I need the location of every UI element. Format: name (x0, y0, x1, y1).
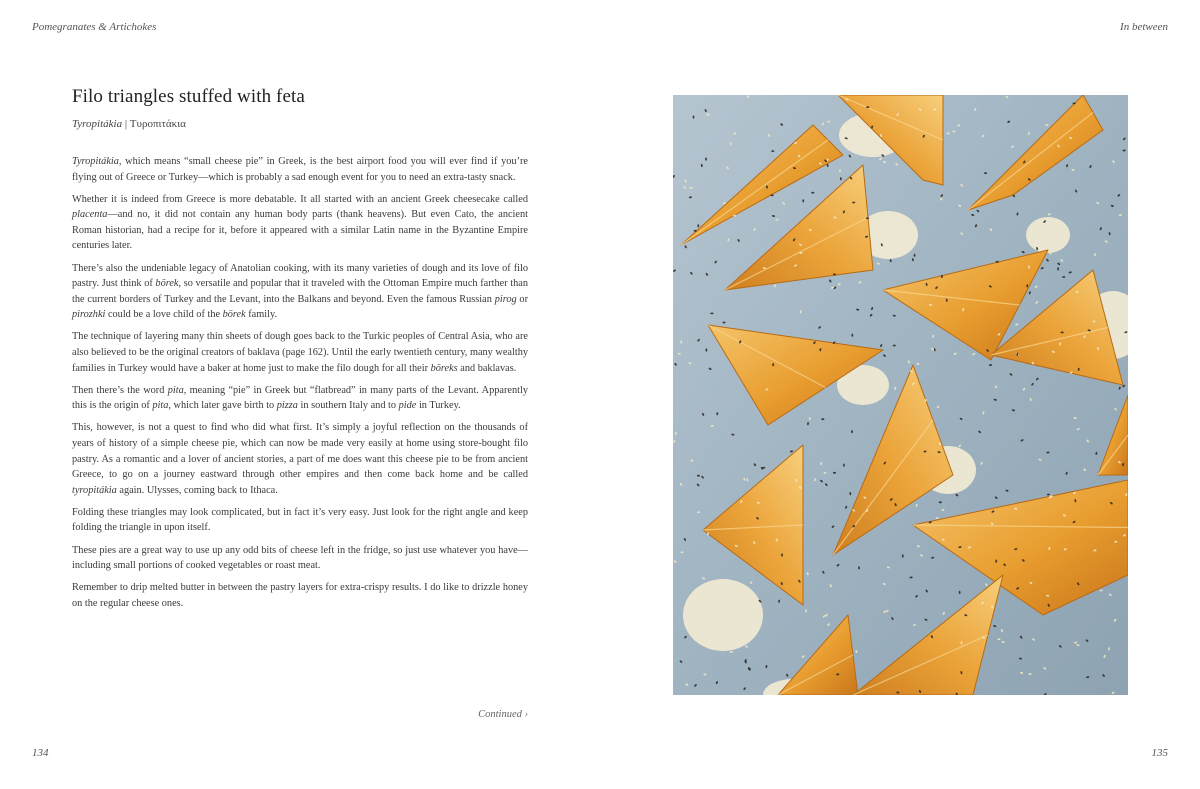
subtitle-greek: | Τυροπιτάκια (122, 118, 186, 130)
recipe-subtitle (72, 118, 528, 130)
food-photo (673, 95, 1128, 695)
text-run: could be a love child of the (105, 309, 223, 321)
text-run: These pies are a great way to use up any odd bits of cheese left in the fridge, so just use whatever you have—including small portions of cooked vegetables or roast meat. (72, 544, 528, 572)
page-number-left: 134 (32, 747, 49, 759)
text-run: Folding these triangles may look complicated, but in fact it’s very easy. Just look for the right angle and keep folding the triangle in upon itself. (72, 506, 528, 534)
italic-term: tyropitákia (72, 484, 117, 496)
body-paragraph (72, 154, 528, 185)
text-run: again. Ulysses, coming back to Ithaca. (116, 484, 278, 496)
continued-link[interactable]: Continued › (478, 709, 528, 720)
text-run: and baklavas. (457, 362, 517, 374)
italic-term: pita (167, 384, 184, 396)
page-number-right: 135 (1151, 747, 1168, 759)
melted-cheese (683, 579, 763, 651)
text-run: Remember to drip melted butter in between the pastry layers for extra-crispy results. I do like to drizzle honey on the regular cheese ones. (72, 582, 528, 609)
body-paragraph (72, 329, 528, 376)
text-run: in southern Italy and to (297, 400, 399, 412)
text-run: , which later gave birth to (168, 400, 277, 412)
italic-term: Tyropitákia (72, 156, 119, 167)
italic-term: pirozhki (72, 309, 106, 321)
text-run: or (516, 293, 528, 305)
body-paragraph (72, 383, 528, 414)
subtitle-transliteration: Tyropitákia (72, 118, 123, 130)
text-run: in Turkey. (416, 400, 461, 412)
melted-cheese (1026, 217, 1070, 253)
text-run: —and no, it did not contain any human body parts (thank heavens). But even Cato, the ancient Roman historian, had a recipe for it, before it appeared with a similar Latin name in the Byzantine Empire centuries later. (72, 209, 528, 252)
text-run: This, however, is not a quest to find who did what first. It’s simply a joyful reflection on the thousands of years of history of a simple cheese pie, which can now be made very easily at home using store-bought filo pastry. As a romantic and a lover of ancient stories, a part of me does want this cheese pie to be from ancient Greece, to go on a journey eastward through other empires and then come back home and be called (72, 422, 528, 481)
text-run: The technique of layering many thin sheets of dough goes back to the Turkic peoples of Central Asia, who are also believed to be the original creators of baklava (page 162). Until the early twentieth century, many wealthy families in Turkey would have a baker at home just to make the filo dough for all their (72, 331, 528, 374)
filo-triangles-photo (673, 95, 1128, 695)
body-paragraph (72, 192, 528, 254)
italic-term: börek (155, 278, 179, 290)
body-paragraph (72, 420, 528, 498)
text-run: family. (245, 309, 278, 321)
running-head-right: In between (1120, 21, 1168, 33)
running-head-left: Pomegranates & Artichokes (32, 21, 157, 33)
body-paragraph (72, 261, 528, 323)
italic-term: pide (398, 400, 417, 412)
body-paragraph (72, 543, 528, 574)
italic-term: pizza (276, 400, 298, 412)
body-paragraph (72, 580, 528, 611)
text-run: , so versatile and popular that it traveled with the Ottoman Empire much farther than the current borders of Turkey and the Levant, into the Balkans and beyond. Even the famous Russian (72, 278, 529, 305)
italic-term: placenta (72, 209, 108, 221)
left-page (72, 86, 528, 618)
nigella-seed (914, 254, 916, 257)
recipe-title: Filo triangles stuffed with feta (72, 86, 305, 107)
italic-term: pita (152, 400, 169, 412)
text-run: , which means “small cheese pie” in Greek, is the best airport food you will ever find if you’re flying out of Greece or Turkey—which is probably a sad enough event for you to need an extra-tasty snack. (72, 156, 528, 183)
text-run: Then there’s the word (72, 384, 168, 396)
body-paragraph (72, 505, 528, 536)
text-run: There’s also the undeniable legacy of Anatolian cooking, with its many varieties of dough and its love of filo pastry. Just think of (72, 262, 528, 290)
sesame-seed (1108, 647, 1110, 650)
text-run: Whether it is indeed from Greece is more debatable. It all started with an ancient Greek cheesecake called (72, 193, 528, 205)
italic-term: pirog (494, 293, 517, 305)
italic-term: börek (222, 309, 246, 321)
body-text (72, 154, 528, 611)
text-run: , meaning “pie” in Greek but “flatbread” in many parts of the Levant. Apparently this is the origin of (72, 384, 528, 412)
italic-term: böreks (430, 362, 458, 374)
